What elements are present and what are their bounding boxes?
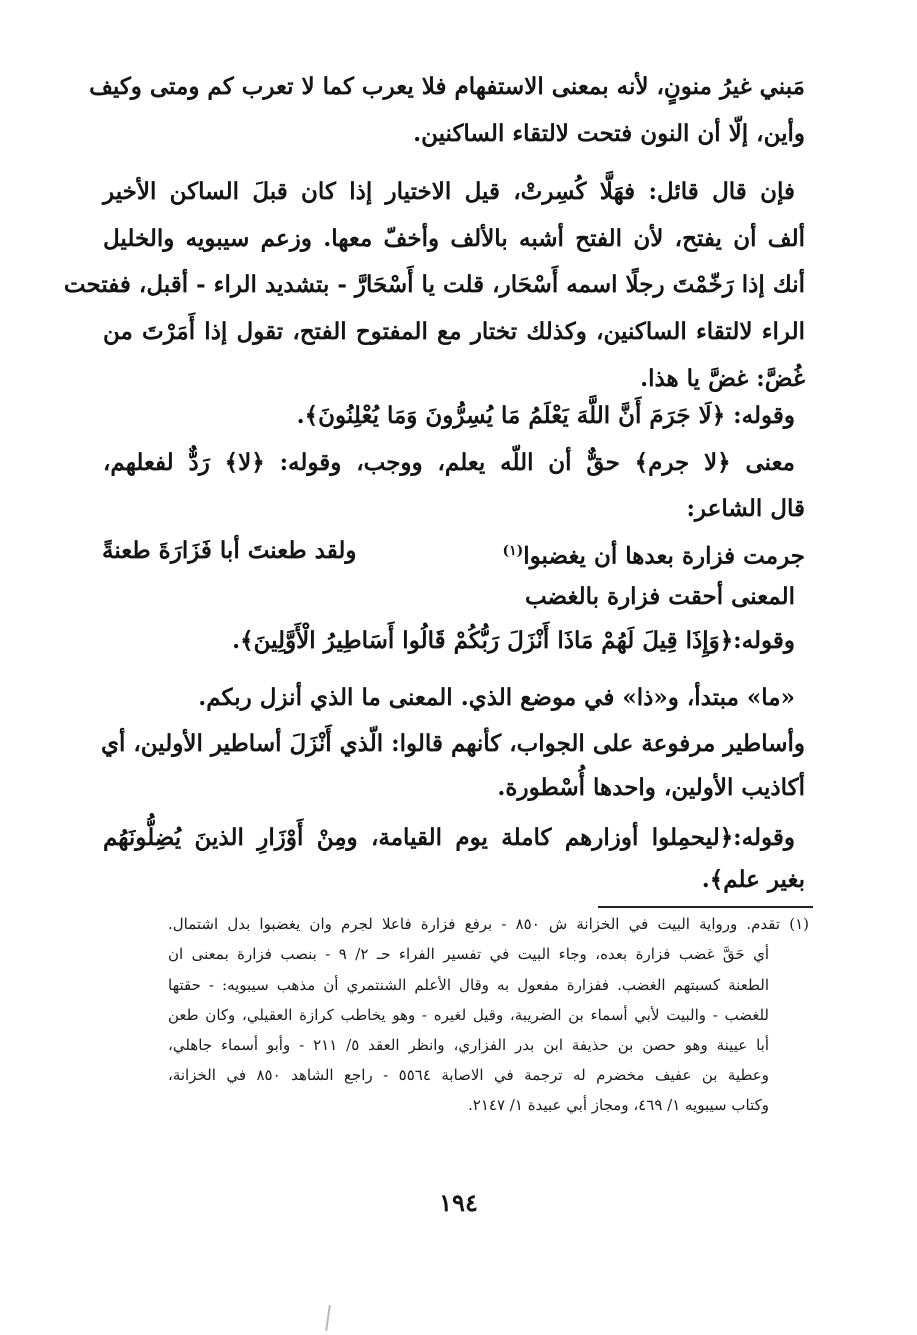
scan-mark <box>325 1305 331 1331</box>
verse-first-hemistich: ولقد طعنتَ أبا فَزَارَةَ طعنةً <box>102 537 357 564</box>
body-line: أنك إذا رَخّمْتَ رجلًا اسمه أَسْحَار، قلت يا أَسْحَارَّ - بتشديد الراء - أقبل، ففتحت <box>63 271 805 298</box>
footnote-separator <box>598 906 813 908</box>
body-line: المعنى أحقت فزارة بالغضب <box>524 583 795 610</box>
footnote-line: وكتاب سيبويه ١/ ٤٦٩، ومجاز أبي عبيدة ١/ ٢١٤٧. <box>468 1096 769 1114</box>
quran-quote: وقوله:﴿وَإِذَا قِيلَ لَهُمْ مَاذَا أَنْزَلَ رَبُّكُمْ قَالُوا أَسَاطِيرُ الْأَوَّلِينَ﴾. <box>232 627 795 654</box>
quran-quote: وقوله: ﴿لَا جَرَمَ أَنَّ اللَّهَ يَعْلَمُ مَا يُسِرُّونَ وَمَا يُعْلِنُونَ﴾. <box>296 402 795 429</box>
body-line: الراء لالتقاء الساكنين، وكذلك تختار مع المفتوح الفتح، تقول إذا أَمَرْتَ من <box>103 318 805 345</box>
verse-second-hemistich: جرمت فزارة بعدها أن يغضبوا$^{(١)}$ <box>502 542 805 570</box>
quran-quote: وقوله:﴿ليحمِلوا أوزارهم كاملة يوم القيامة، ومِنْ أَوْزَارِ الذينَ يُضِلُّونَهُم <box>103 824 795 851</box>
body-line: ألف أن يفتح، لأن الفتح أشبه بالألف وأخفّ معها. وزعم سيبويه والخليل <box>103 225 805 252</box>
footnote-line: للغضب - والبيت لأبي أسماء بن الضريبة، وقيل لغيره - وهو يخاطب كرازة العقيلي، وكان طعن <box>168 1006 769 1024</box>
footnote-line: الطعنة كسبتهم الغضب. ففزارة مفعول به وقال الأعلم الشنتمري أن مذهب سيبويه: - حقتها <box>168 976 769 994</box>
body-line: أكاذيب الأولين، واحدها أُسْطورة. <box>497 774 805 801</box>
body-line: بغير علم﴾. <box>701 866 805 893</box>
body-line: وأين، إلّا أن النون فتحت لالتقاء الساكنين. <box>413 120 805 147</box>
footnote-line: أي حَقَّ غضب فزارة بعده، وجاء البيت في تفسير الفراء حـ ٢/ ٩ - بنصب فزارة بمعنى ان <box>168 945 769 963</box>
footnote-line: وعطية بن عفيف مخضرم له ترجمة في الاصابة ٥٥٦٤ - راجع الشاهد ٨٥٠ في الخزانة، <box>168 1066 769 1084</box>
body-line: قال الشاعر: <box>686 495 805 522</box>
footnote-marker: (١) <box>502 543 524 559</box>
body-line: «ما» مبتدأ، و«ذا» في موضع الذي. المعنى ما الذي أنزل ربكم. <box>198 684 795 711</box>
body-line: معنى ﴿لا جرم﴾ حقٌّ أن اللّه يعلم، ووجب، وقوله: ﴿لا﴾ رَدٌّ لفعلهم، <box>103 449 795 476</box>
page-number: ١٩٤ <box>439 1188 478 1217</box>
body-line: وأساطير مرفوعة على الجواب، كأنهم قالوا: الّذي أَنْزَلَ أساطير الأولين، أي <box>100 730 805 757</box>
body-line: فإن قال قائل: فهَلَّا كُسِرتْ، قيل الاختيار إذا كان قبلَ الساكن الأخير <box>103 178 795 205</box>
body-line: غُضَّ: غضَّ يا هذا. <box>640 365 805 392</box>
footnote-line: أبا عيينة وهو حصن بن حذيفة ابن بدر الفزاري، وانظر العقد ٥/ ٢١١ - وأبو أسماء جاهلي، <box>168 1036 769 1054</box>
body-line: مَبني غيرُ منونٍ، لأنه بمعنى الاستفهام فلا يعرب كما لا تعرب كم ومتى وكيف <box>89 73 805 100</box>
footnote-line: (١) تقدم. ورواية البيت في الخزانة ش ٨٥٠ - برفع فزارة فاعلا لجرم وان يغضبوا بدل اشتمال. <box>168 915 809 933</box>
